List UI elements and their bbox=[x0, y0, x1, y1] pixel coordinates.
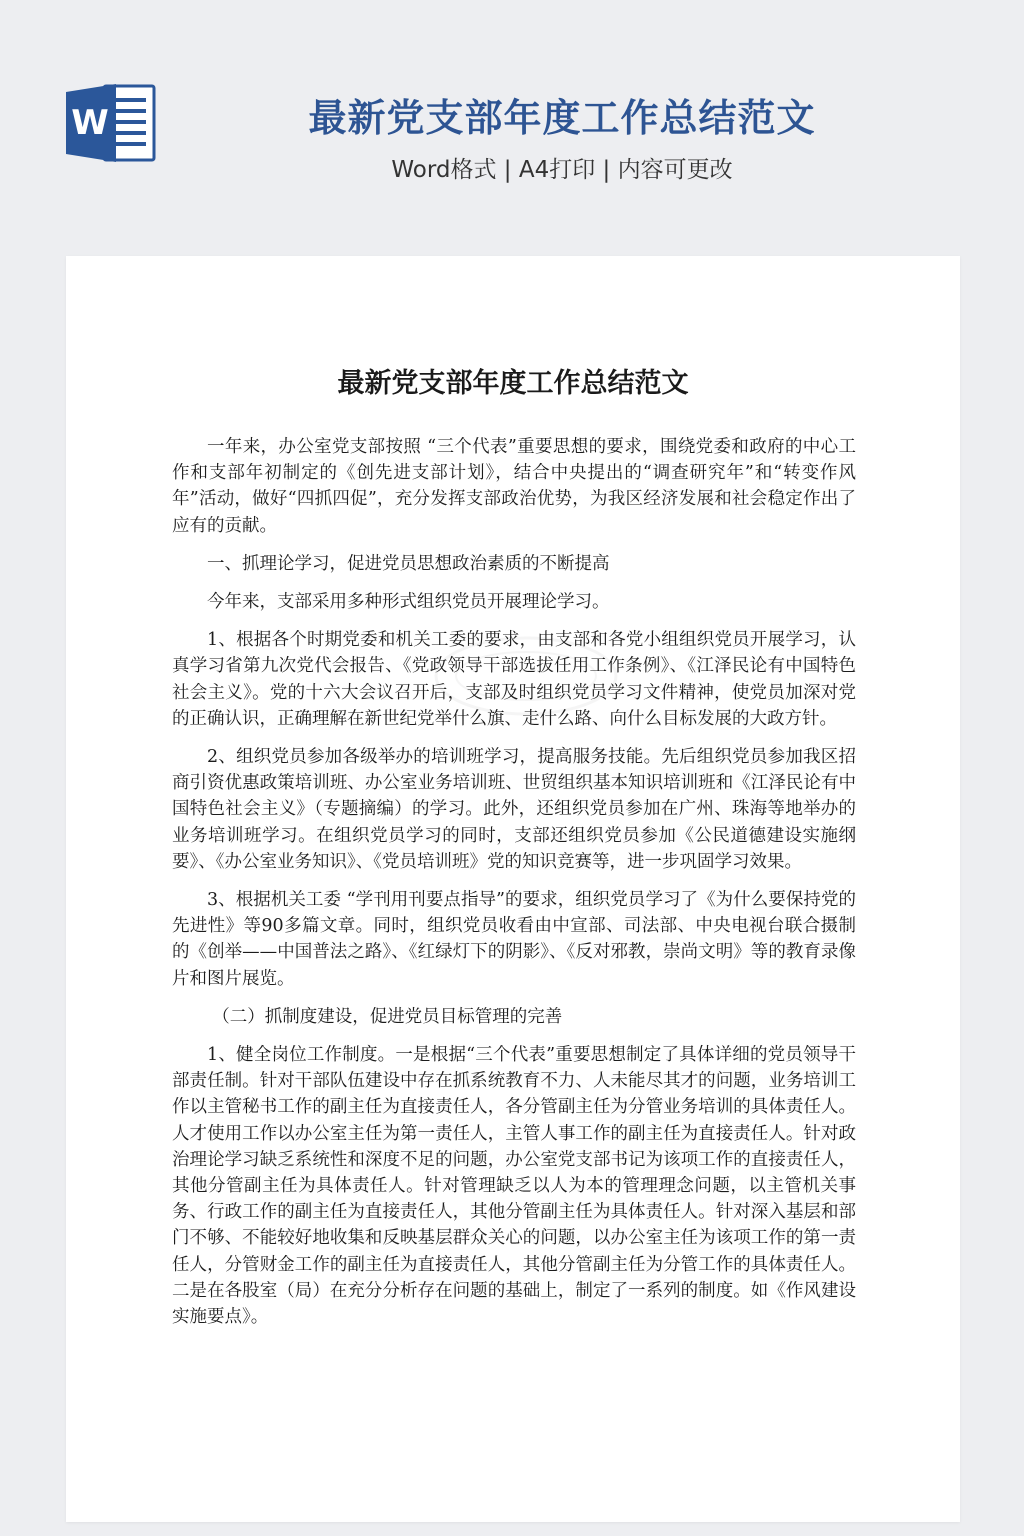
paragraph-item-3: 3、根据机关工委 “学刊用刊要点指导”的要求，组织党员学习了《为什么要保持党的先进性》等90多篇文章。同时，组织党员收看由中宣部、司法部、中央电视台联合摄制的《创举——中国普法之路》、《红绿灯下的阴影》、《反对邪教，崇尚文明》等的教育录像片和图片展览。 bbox=[172, 890, 856, 989]
document-title: 最新党支部年度工作总结范文 bbox=[337, 368, 689, 399]
paragraph-section-1-intro: 今年来，支部采用多种形式组织党员开展理论学习。 bbox=[207, 592, 610, 613]
paragraph-item-1: 1、根据各个时期党委和机关工委的要求，由支部和各党小组组织党员开展学习，认真学习省第九次党代会报告、《党政领导干部选拔任用工作条例》、《江泽民论有中国特色社会主义》。党的十六大会议召开后，支部及时组织党员学习文件精神，使党员加深对党的正确认识，正确理解在新世纪党举什么旗、走什么路、向什么目标发展的大政方针。 bbox=[172, 630, 856, 729]
banner-title: 最新党支部年度工作总结范文 bbox=[308, 96, 816, 140]
paragraph-item-2: 2、组织党员参加各级举办的培训班学习，提高服务技能。先后组织党员参加我区招商引资优惠政策培训班、办公室业务培训班、世贸组织基本知识培训班和《江泽民论有中国特色社会主义》（专题摘编）的学习。此外，还组织党员参加在广州、珠海等地举办的业务培训班学习。在组织党员学习的同时，支部还组织党员参加《公民道德建设实施纲要》、《办公室业务知识》、《党员培训班》党的知识竞赛等，进一步巩固学习效果。 bbox=[172, 747, 856, 872]
paragraph-intro: 一年来，办公室党支部按照 “三个代表”重要思想的要求，围绕党委和政府的中心工作和支部年初制定的《创先进支部计划》，结合中央提出的“调查研究年”和“转变作风年”活动，做好“四抓四促”，充分发挥支部政治优势，为我区经济发展和社会稳定作出了应有的贡献。 bbox=[172, 437, 856, 536]
word-document-icon bbox=[64, 82, 156, 164]
banner-subtitle: Word格式 | A4打印 | 内容可更改 bbox=[391, 157, 733, 183]
heading-section-1: 一、抓理论学习，促进党员思想政治素质的不断提高 bbox=[207, 553, 610, 574]
document-body bbox=[172, 434, 856, 1342]
heading-section-2: （二）抓制度建设，促进党员目标管理的完善 bbox=[212, 1006, 563, 1027]
paragraph-section-2-item-1: 1、健全岗位工作制度。一是根据“三个代表”重要思想制定了具体详细的党员领导干部责任制。针对干部队伍建设中存在抓系统教育不力、人未能尽其才的问题，业务培训工作以主管秘书工作的副主任为直接责任人，各分管副主任为分管业务培训的具体责任人。人才使用工作以办公室主任为第一责任人，主管人事工作的副主任为直接责任人。针对政治理论学习缺乏系统性和深度不足的问题，办公室党支部书记为该项工作的直接责任人，其他分管副主任为具体责任人。针对管理缺乏以人为本的管理理念问题，以主管机关事务、行政工作的副主任为直接责任人，其他分管副主任为具体责任人。针对深入基层和部门不够、不能较好地收集和反映基层群众关心的问题，以办公室主任为该项工作的第一责任人，分管财金工作的副主任为直接责任人，其他分管副主任为分管工作的具体责任人。二是在各股室（局）在充分分析存在问题的基础上，制定了一系列的制度。如《作风建设实施要点》。 bbox=[172, 1045, 856, 1328]
word-icon-letter: W bbox=[71, 103, 109, 143]
document-page bbox=[66, 256, 960, 1522]
header-banner bbox=[0, 0, 1024, 256]
